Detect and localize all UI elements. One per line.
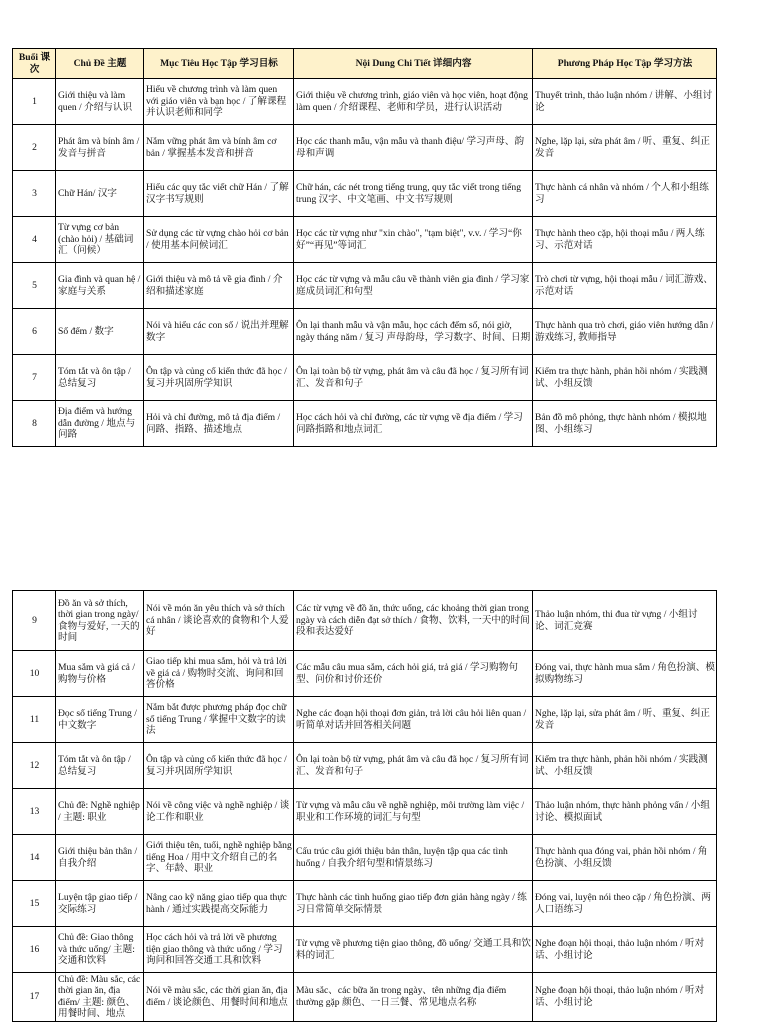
content-cell: Thực hành các tình huống giao tiếp đơn giản hàng ngày / 练习日常简单交际情景 [294,881,533,927]
schedule-table-page-2 [12,590,717,1022]
session-number: 16 [13,927,56,973]
session-number: 15 [13,881,56,927]
topic-cell: Địa điểm và hướng dẫn đường / 地点与问路 [56,401,144,447]
topic-cell: Phát âm và bính âm / 发音与拼音 [56,125,144,171]
header-goal: Mục Tiêu Học Tập 学习目标 [144,49,294,79]
goal-cell: Sử dụng các từ vựng chào hỏi cơ bản / 使用基本问候词汇 [144,217,294,263]
content-cell: Các mẫu câu mua sắm, cách hỏi giá, trả giá / 学习购物句型、问价和讨价还价 [294,651,533,697]
session-number: 5 [13,263,56,309]
table-row [13,591,717,651]
schedule-table-page-1 [12,48,717,447]
topic-cell: Tóm tắt và ôn tập / 总结复习 [56,743,144,789]
table-row [13,125,717,171]
goal-cell: Ôn tập và củng cố kiến thức đã học / 复习并巩固所学知识 [144,355,294,401]
topic-cell: Số đếm / 数字 [56,309,144,355]
session-number: 9 [13,591,56,651]
content-cell: Các từ vựng về đồ ăn, thức uống, các khoảng thời gian trong ngày và cách diễn đạt sở thích / 食物、饮料, 一天中的时间段和表达爱好 [294,591,533,651]
goal-cell: Nâng cao kỹ năng giao tiếp qua thực hành / 通过实践提高交际能力 [144,881,294,927]
session-number: 8 [13,401,56,447]
session-number: 6 [13,309,56,355]
session-number: 10 [13,651,56,697]
goal-cell: Nói về công việc và nghề nghiệp / 谈论工作和职业 [144,789,294,835]
content-cell: Học các từ vựng như "xin chào", "tạm biệt", v.v. / 学习“你好”“再见”等词汇 [294,217,533,263]
header-method: Phương Pháp Học Tập 学习方法 [533,49,717,79]
session-number: 17 [13,973,56,1022]
topic-cell: Đồ ăn và sở thích, thời gian trong ngày/ 食物与爱好, 一天的时间 [56,591,144,651]
topic-cell: Mua sắm và giá cả / 购物与价格 [56,651,144,697]
topic-cell: Chủ đề: Giao thông và thức uống/ 主题: 交通和饮料 [56,927,144,973]
session-number: 13 [13,789,56,835]
table-row [13,881,717,927]
method-cell: Kiểm tra thực hành, phản hồi nhóm / 实践测试、小组反馈 [533,355,717,401]
content-cell: Học các từ vựng và mẫu câu về thành viên gia đình / 学习家庭成员词汇和句型 [294,263,533,309]
table-row [13,697,717,743]
goal-cell: Nói và hiểu các con số / 说出并理解数字 [144,309,294,355]
topic-cell: Luyện tập giao tiếp / 交际练习 [56,881,144,927]
content-cell: Cấu trúc câu giới thiệu bản thân, luyện tập qua các tình huống / 自我介绍句型和情景练习 [294,835,533,881]
goal-cell: Giới thiệu tên, tuổi, nghề nghiệp bằng tiếng Hoa / 用中文介绍自己的名字、年龄、职业 [144,835,294,881]
table-row [13,835,717,881]
method-cell: Bản đồ mô phỏng, thực hành nhóm / 模拟地图、小组练习 [533,401,717,447]
content-cell: Từ vựng về phương tiện giao thông, đồ uống/ 交通工具和饮料的词汇 [294,927,533,973]
method-cell: Thực hành cá nhân và nhóm / 个人和小组练习 [533,171,717,217]
table-header-row [13,49,717,79]
content-cell: Giới thiệu về chương trình, giáo viên và học viên, hoạt động làm quen / 介绍课程、老师和学员，进行认识活动 [294,79,533,125]
method-cell: Thuyết trình, thảo luận nhóm / 讲解、小组讨论 [533,79,717,125]
content-cell: Ôn lại thanh mẫu và vận mẫu, học cách đếm số, nói giờ, ngày tháng năm / 复习 声母韵母，学习数字、时间、日期 [294,309,533,355]
table-row [13,309,717,355]
table-row [13,743,717,789]
table-row [13,973,717,1022]
topic-cell: Giới thiệu bản thân / 自我介绍 [56,835,144,881]
goal-cell: Nắm bắt được phương pháp đọc chữ số tiếng Trung / 掌握中文数字的读法 [144,697,294,743]
method-cell: Thực hành qua trò chơi, giáo viên hướng dẫn / 游戏练习, 教师指导 [533,309,717,355]
method-cell: Thực hành qua đóng vai, phản hồi nhóm / 角色扮演、小组反馈 [533,835,717,881]
method-cell: Nghe đoạn hội thoại, thảo luận nhóm / 听对话、小组讨论 [533,973,717,1022]
table-row [13,171,717,217]
topic-cell: Chữ Hán/ 汉字 [56,171,144,217]
goal-cell: Hỏi và chỉ đường, mô tả địa điểm / 问路、指路、描述地点 [144,401,294,447]
method-cell: Nghe đoạn hội thoại, thảo luận nhóm / 听对话、小组讨论 [533,927,717,973]
method-cell: Thảo luận nhóm, thực hành phỏng vấn / 小组讨论、模拟面试 [533,789,717,835]
content-cell: Từ vựng và mẫu câu về nghề nghiệp, môi trường làm việc / 职业和工作环境的词汇与句型 [294,789,533,835]
goal-cell: Học cách hỏi và trả lời về phương tiện giao thông và thức uống / 学习询问和回答交通工具和饮料 [144,927,294,973]
topic-cell: Giới thiệu và làm quen / 介绍与认识 [56,79,144,125]
content-cell: Màu sắc、các bữa ăn trong ngày、tên những địa điểm thường gặp 颜色、一日三餐、常见地点名称 [294,973,533,1022]
content-cell: Ôn lại toàn bộ từ vựng, phát âm và câu đã học / 复习所有词汇、发音和句子 [294,355,533,401]
method-cell: Đóng vai, luyện nói theo cặp / 角色扮演、两人口语练习 [533,881,717,927]
goal-cell: Hiểu về chương trình và làm quen với giáo viên và bạn học / 了解课程并认识老师和同学 [144,79,294,125]
table-row [13,79,717,125]
table-row [13,355,717,401]
method-cell: Thực hành theo cặp, hội thoại mẫu / 两人练习、示范对话 [533,217,717,263]
content-cell: Học các thanh mẫu, vận mẫu và thanh điệu/ 学习声母、韵母和声调 [294,125,533,171]
header-session: Buổi 课次 [13,49,56,79]
content-cell: Nghe các đoạn hội thoại đơn giản, trả lời câu hỏi liên quan / 听简单对话并回答相关问题 [294,697,533,743]
method-cell: Thảo luận nhóm, thi đua từ vựng / 小组讨论、词汇竞赛 [533,591,717,651]
method-cell: Kiểm tra thực hành, phản hồi nhóm / 实践测试、小组反馈 [533,743,717,789]
content-cell: Học cách hỏi và chỉ đường, các từ vựng về địa điểm / 学习问路指路和地点词汇 [294,401,533,447]
header-content: Nội Dung Chi Tiết 详细内容 [294,49,533,79]
method-cell: Nghe, lặp lại, sửa phát âm / 听、重复、纠正发音 [533,125,717,171]
goal-cell: Giới thiệu và mô tả về gia đình / 介绍和描述家庭 [144,263,294,309]
session-number: 11 [13,697,56,743]
table-row [13,651,717,697]
session-number: 3 [13,171,56,217]
topic-cell: Gia đình và quan hệ / 家庭与关系 [56,263,144,309]
session-number: 14 [13,835,56,881]
goal-cell: Hiểu các quy tắc viết chữ Hán / 了解汉字书写规则 [144,171,294,217]
topic-cell: Từ vựng cơ bản (chào hỏi) / 基础词汇（问候） [56,217,144,263]
method-cell: Nghe, lặp lại, sửa phát âm / 听、重复、纠正发音 [533,697,717,743]
topic-cell: Chủ đề: Nghề nghiệp / 主题: 职业 [56,789,144,835]
session-number: 7 [13,355,56,401]
table-row [13,263,717,309]
method-cell: Trò chơi từ vựng, hội thoại mẫu / 词汇游戏、示范对话 [533,263,717,309]
table-row [13,217,717,263]
goal-cell: Ôn tập và củng cố kiến thức đã học / 复习并巩固所学知识 [144,743,294,789]
topic-cell: Chủ đề: Màu sắc, các thời gian ăn, địa điểm/ 主题: 颜色、用餐时间、地点 [56,973,144,1022]
goal-cell: Nói về màu sắc, các thời gian ăn, địa điểm / 谈论颜色、用餐时间和地点 [144,973,294,1022]
table-row [13,927,717,973]
session-number: 12 [13,743,56,789]
header-topic: Chủ Đề 主题 [56,49,144,79]
session-number: 1 [13,79,56,125]
session-number: 2 [13,125,56,171]
topic-cell: Đọc số tiếng Trung / 中文数字 [56,697,144,743]
goal-cell: Nắm vững phát âm và bính âm cơ bản / 掌握基本发音和拼音 [144,125,294,171]
session-number: 4 [13,217,56,263]
goal-cell: Giao tiếp khi mua sắm, hỏi và trả lời về giá cả / 购物时交流、询问和回答价格 [144,651,294,697]
goal-cell: Nói về món ăn yêu thích và sở thích cá nhân / 谈论喜欢的食物和个人爱好 [144,591,294,651]
content-cell: Chữ hán, các nét trong tiếng trung, quy tắc viết trong tiếng trung 汉字、中文笔画、中文书写规则 [294,171,533,217]
method-cell: Đóng vai, thực hành mua sắm / 角色扮演、模拟购物练习 [533,651,717,697]
topic-cell: Tóm tắt và ôn tập / 总结复习 [56,355,144,401]
table-row [13,789,717,835]
table-row [13,401,717,447]
content-cell: Ôn lại toàn bộ từ vựng, phát âm và câu đã học / 复习所有词汇、发音和句子 [294,743,533,789]
